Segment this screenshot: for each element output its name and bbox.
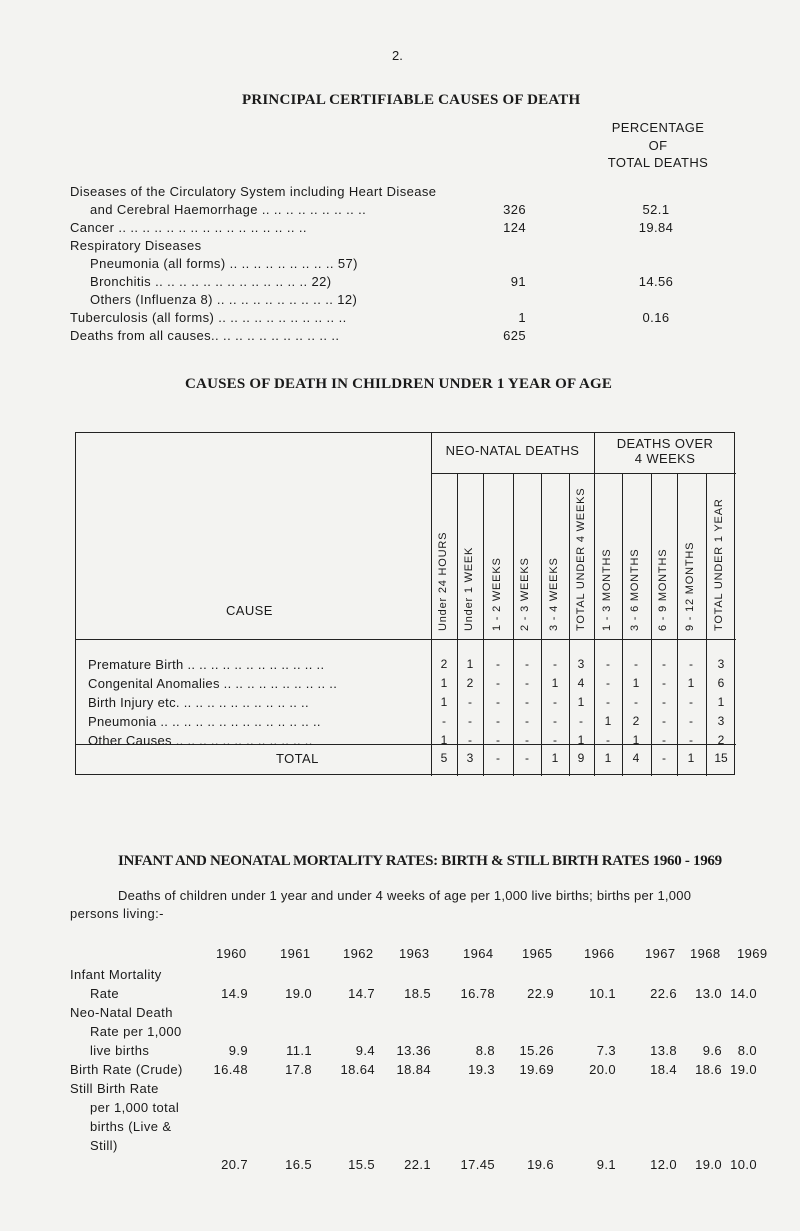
table-cell: 1 — [440, 676, 448, 690]
table-cell: 1 — [632, 676, 640, 690]
rate-value: 12.0 — [650, 1157, 677, 1172]
tuberculosis-pct: 0.16 — [642, 310, 670, 325]
circulatory-line2: and Cerebral Haemorrhage .. .. .. .. .. .. .. .. .. — [90, 202, 367, 217]
rate-value: 16.48 — [213, 1062, 248, 1077]
rates-description-line2: persons living:- — [70, 906, 164, 921]
children-causes-title: CAUSES OF DEATH IN CHILDREN UNDER 1 YEAR OF AGE — [185, 376, 613, 392]
table-cell: - — [662, 714, 666, 728]
rate-value: 18.4 — [650, 1062, 677, 1077]
table-cell: - — [689, 733, 693, 747]
rate-value: 15.26 — [519, 1043, 554, 1058]
still-birth-label-1: Still Birth Rate — [70, 1081, 159, 1096]
col-header-9-12-months: 9 - 12 MONTHS — [684, 541, 696, 631]
rate-value: 14.9 — [221, 986, 248, 1001]
table-cell: 1 — [632, 733, 640, 747]
rate-value: 8.8 — [475, 1043, 495, 1058]
table-cell: - — [606, 657, 610, 671]
circulatory-pct: 52.1 — [642, 202, 670, 217]
table-cell: - — [496, 714, 500, 728]
infant-mortality-label-1: Infant Mortality — [70, 967, 162, 982]
pct-header-1: PERCENTAGE — [611, 120, 705, 135]
col-header-6-9-months: 6 - 9 MONTHS — [657, 548, 669, 631]
table-cell: 1 — [717, 695, 725, 709]
col-header-3-4-weeks: 3 - 4 WEEKS — [548, 557, 560, 631]
table-cell: - — [525, 657, 529, 671]
table-cell: - — [525, 733, 529, 747]
cause-header: CAUSE — [226, 603, 273, 618]
rate-value: 20.0 — [589, 1062, 616, 1077]
year-1961: 1961 — [280, 946, 311, 961]
rate-value: 16.5 — [285, 1157, 312, 1172]
total-cell: 15 — [714, 751, 728, 765]
total-cell: - — [496, 751, 500, 765]
total-cell: 1 — [551, 751, 559, 765]
rate-value: 8.0 — [737, 1043, 757, 1058]
col-header-total-under-4-weeks: TOTAL UNDER 4 WEEKS — [575, 487, 587, 631]
rate-value: 9.9 — [228, 1043, 248, 1058]
table-cell: - — [553, 714, 557, 728]
rates-title: INFANT AND NEONATAL MORTALITY RATES: BIRTH & STILL BIRTH RATES 1960 - 1969 — [118, 853, 722, 869]
rate-value: 19.6 — [527, 1157, 554, 1172]
total-cell: 9 — [577, 751, 585, 765]
circulatory-line1: Diseases of the Circulatory System including Heart Disease — [70, 184, 437, 199]
total-cell: 1 — [687, 751, 695, 765]
rate-value: 9.1 — [596, 1157, 616, 1172]
rate-value: 19.69 — [519, 1062, 554, 1077]
table-cell: 1 — [440, 695, 448, 709]
rate-value: 22.9 — [527, 986, 554, 1001]
pct-header-3: TOTAL DEATHS — [607, 155, 709, 170]
birth-rate-label: Birth Rate (Crude) — [70, 1062, 183, 1077]
still-birth-label-2: per 1,000 total — [90, 1100, 180, 1115]
col-header-under-1-week: Under 1 WEEK — [463, 546, 475, 631]
over4weeks-header-2: 4 WEEKS — [634, 451, 696, 466]
rate-value: 17.45 — [460, 1157, 495, 1172]
bronchitis-label: Bronchitis .. .. .. .. .. .. .. .. .. .. .. .. .. 22) — [90, 274, 332, 289]
year-1968: 1968 — [690, 946, 721, 961]
header-divider — [431, 473, 736, 474]
table-cell: 3 — [577, 657, 585, 671]
rate-value: 11.1 — [286, 1043, 312, 1058]
pct-header-2: OF — [648, 138, 668, 153]
table-cell: 1 — [577, 695, 585, 709]
rate-value: 22.1 — [404, 1157, 431, 1172]
total-cell: 1 — [604, 751, 612, 765]
table-cell: 1 — [551, 676, 559, 690]
col-header-total-under-1-year: TOTAL UNDER 1 YEAR — [713, 498, 725, 631]
principal-causes-title: PRINCIPAL CERTIFIABLE CAUSES OF DEATH — [242, 92, 581, 108]
row-label-premature-birth: Premature Birth .. .. .. .. .. .. .. .. .. .. .. .. — [88, 657, 325, 672]
table-cell: - — [468, 733, 472, 747]
neonatal-rate-label-1: Neo-Natal Death — [70, 1005, 173, 1020]
rate-value: 18.84 — [396, 1062, 431, 1077]
row-label-birth-injury: Birth Injury etc. .. .. .. .. .. .. .. .. .. .. .. — [88, 695, 309, 710]
table-cell: 1 — [577, 733, 585, 747]
tuberculosis-label: Tuberculosis (all forms) .. .. .. .. .. .. .. .. .. .. .. — [70, 310, 347, 325]
all-causes-count: 625 — [503, 328, 526, 343]
rate-value: 19.3 — [468, 1062, 495, 1077]
table-cell: 6 — [717, 676, 725, 690]
col-header-1-2-weeks: 1 - 2 WEEKS — [491, 557, 503, 631]
table-cell: - — [634, 657, 638, 671]
table-cell: - — [525, 695, 529, 709]
table-cell: 1 — [604, 714, 612, 728]
rate-value: 19.0 — [730, 1062, 757, 1077]
table-cell: 2 — [632, 714, 640, 728]
table-cell: - — [662, 695, 666, 709]
cancer-pct: 19.84 — [638, 220, 674, 235]
rate-value: 16.78 — [460, 986, 495, 1001]
col-header-2-3-weeks: 2 - 3 WEEKS — [519, 557, 531, 631]
rate-value: 7.3 — [596, 1043, 616, 1058]
rate-value: 15.5 — [348, 1157, 375, 1172]
rate-value: 10.0 — [730, 1157, 757, 1172]
table-cell: - — [553, 695, 557, 709]
table-cell: 3 — [717, 714, 725, 728]
rate-value: 14.7 — [348, 986, 375, 1001]
year-1969: 1969 — [737, 946, 768, 961]
col-header-1-3-months: 1 - 3 MONTHS — [601, 548, 613, 631]
tuberculosis-count: 1 — [518, 310, 526, 325]
table-cell: - — [606, 695, 610, 709]
pneumonia-label: Pneumonia (all forms) .. .. .. .. .. .. .. .. .. 57) — [90, 256, 358, 271]
total-cell: 4 — [632, 751, 640, 765]
rate-value: 22.6 — [650, 986, 677, 1001]
table-cell: - — [634, 695, 638, 709]
year-1963: 1963 — [399, 946, 430, 961]
infant-mortality-label-2: Rate — [90, 986, 120, 1001]
year-1964: 1964 — [463, 946, 494, 961]
rate-value: 10.1 — [589, 986, 616, 1001]
rate-value: 13.8 — [650, 1043, 677, 1058]
children-deaths-table — [75, 432, 735, 775]
rate-value: 9.4 — [355, 1043, 375, 1058]
others-label: Others (Influenza 8) .. .. .. .. .. .. .. .. .. .. 12) — [90, 292, 358, 307]
header-bottom-divider — [76, 639, 736, 640]
table-cell: 2 — [466, 676, 474, 690]
year-1960: 1960 — [216, 946, 247, 961]
rate-value: 9.6 — [702, 1043, 722, 1058]
rate-value: 17.8 — [285, 1062, 312, 1077]
year-1965: 1965 — [522, 946, 553, 961]
col-header-3-6-months: 3 - 6 MONTHS — [629, 548, 641, 631]
table-cell: - — [662, 733, 666, 747]
rate-value: 14.0 — [730, 986, 757, 1001]
table-cell: - — [553, 733, 557, 747]
table-cell: 1 — [687, 676, 695, 690]
still-birth-label-4: Still) — [90, 1138, 118, 1153]
year-1967: 1967 — [645, 946, 676, 961]
rate-value: 20.7 — [221, 1157, 248, 1172]
table-cell: 2 — [717, 733, 725, 747]
rates-description-line1: Deaths of children under 1 year and under 4 weeks of age per 1,000 live births; births per 1,000 — [118, 888, 692, 903]
col-header-under-24-hours: Under 24 HOURS — [437, 531, 449, 631]
respiratory-count: 91 — [510, 274, 526, 289]
rate-value: 18.64 — [340, 1062, 375, 1077]
rate-value: 19.0 — [285, 986, 312, 1001]
row-label-congenital-anomalies: Congenital Anomalies .. .. .. .. .. .. .. .. .. .. — [88, 676, 338, 691]
page-number: 2. — [392, 48, 403, 63]
neonatal-rate-label-3: live births — [90, 1043, 150, 1058]
table-cell: - — [689, 657, 693, 671]
table-cell: - — [579, 714, 583, 728]
table-cell: - — [496, 657, 500, 671]
respiratory-label: Respiratory Diseases — [70, 238, 202, 253]
table-cell: - — [496, 695, 500, 709]
table-cell: - — [606, 733, 610, 747]
total-cell: 3 — [466, 751, 474, 765]
table-cell: - — [496, 733, 500, 747]
neonatal-header: NEO-NATAL DEATHS — [445, 443, 580, 458]
table-cell: - — [468, 714, 472, 728]
table-cell: 4 — [577, 676, 585, 690]
table-cell: 1 — [440, 733, 448, 747]
rate-value: 18.5 — [404, 986, 431, 1001]
total-cell: - — [525, 751, 529, 765]
cancer-label: Cancer .. .. .. .. .. .. .. .. .. .. .. .. .. .. .. .. — [70, 220, 307, 235]
table-cell: - — [606, 676, 610, 690]
table-cell: 3 — [717, 657, 725, 671]
table-cell: 1 — [466, 657, 474, 671]
over4weeks-header-1: DEATHS OVER — [616, 436, 714, 451]
total-cell: - — [662, 751, 666, 765]
all-causes-label: Deaths from all causes.. .. .. .. .. .. .. .. .. .. .. — [70, 328, 340, 343]
table-cell: - — [689, 695, 693, 709]
rate-value: 19.0 — [695, 1157, 722, 1172]
still-birth-label-3: births (Live & — [90, 1119, 172, 1134]
row-label-total: TOTAL — [276, 751, 319, 766]
cancer-count: 124 — [503, 220, 526, 235]
total-cell: 5 — [440, 751, 448, 765]
table-cell: - — [496, 676, 500, 690]
table-cell: - — [525, 676, 529, 690]
table-cell: - — [442, 714, 446, 728]
table-cell: - — [553, 657, 557, 671]
rate-value: 13.36 — [396, 1043, 431, 1058]
row-label-other-causes: Other Causes .. .. .. .. .. .. .. .. .. .. .. .. — [88, 733, 313, 748]
circulatory-count: 326 — [503, 202, 526, 217]
table-cell: - — [662, 676, 666, 690]
table-cell: - — [525, 714, 529, 728]
table-cell: 2 — [440, 657, 448, 671]
table-cell: - — [468, 695, 472, 709]
year-1962: 1962 — [343, 946, 374, 961]
year-1966: 1966 — [584, 946, 615, 961]
respiratory-pct: 14.56 — [638, 274, 674, 289]
table-cell: - — [689, 714, 693, 728]
rate-value: 13.0 — [695, 986, 722, 1001]
table-cell: - — [662, 657, 666, 671]
rate-value: 18.6 — [695, 1062, 722, 1077]
row-label-pneumonia: Pneumonia .. .. .. .. .. .. .. .. .. .. .. .. .. .. — [88, 714, 321, 729]
neonatal-rate-label-2: Rate per 1,000 — [90, 1024, 182, 1039]
